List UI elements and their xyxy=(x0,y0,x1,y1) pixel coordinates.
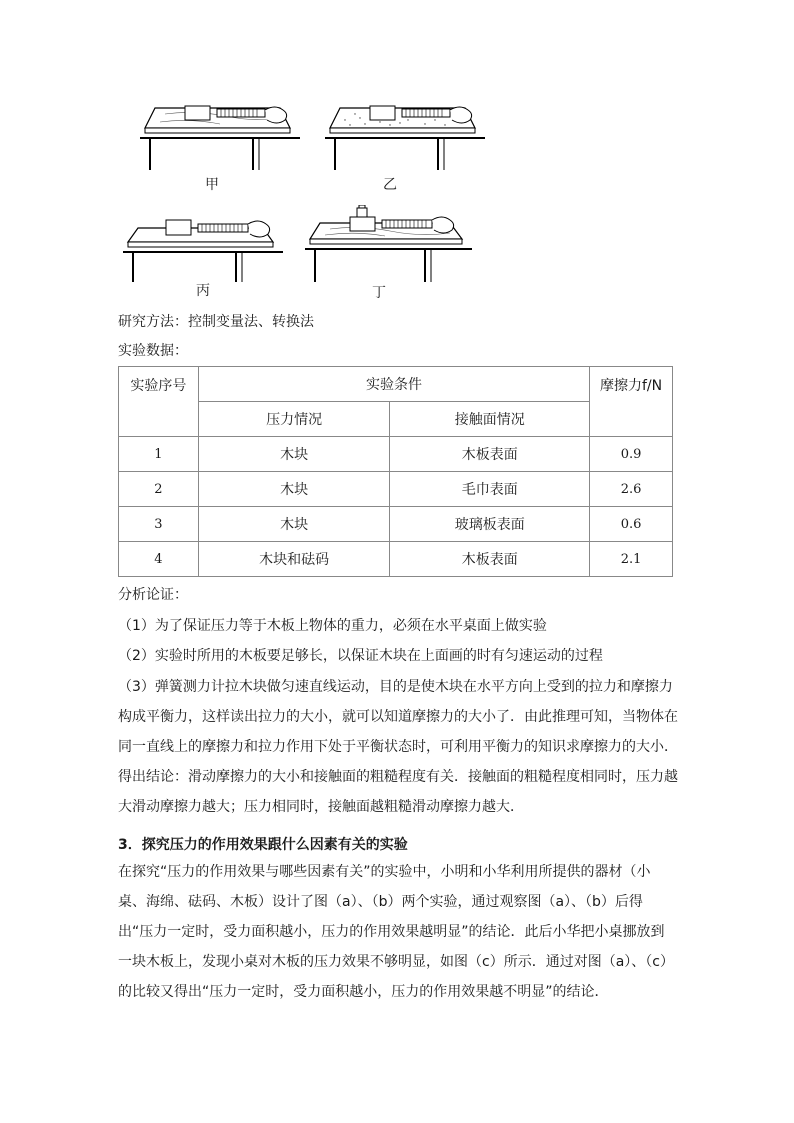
cell-force: 2.1 xyxy=(590,542,673,577)
data-title: 实验数据： xyxy=(118,343,188,359)
table-row xyxy=(119,472,673,507)
figure-ding xyxy=(300,205,480,285)
cell-pressure: 木块 xyxy=(198,472,390,507)
cell-no: 1 xyxy=(119,437,199,472)
cell-pressure: 木块和砝码 xyxy=(198,542,390,577)
cell-surface: 木板表面 xyxy=(390,542,590,577)
subheader-pressure: 压力情况 xyxy=(198,402,390,437)
header-seq: 实验序号 xyxy=(119,367,199,437)
analysis-point-2: （2）实验时所用的木板要足够长，以保证木块在上面画的时有匀速运动的过程 xyxy=(118,648,603,664)
figure-label-bing: 丙 xyxy=(196,283,210,299)
cell-no: 4 xyxy=(119,542,199,577)
figure-label-jia: 甲 xyxy=(205,177,219,193)
table-row xyxy=(119,542,673,577)
table-row xyxy=(119,507,673,542)
figure-jia xyxy=(135,98,305,173)
cell-surface: 木板表面 xyxy=(390,437,590,472)
cell-pressure: 木块 xyxy=(198,437,390,472)
subheader-surface: 接触面情况 xyxy=(390,402,590,437)
table-row xyxy=(119,437,673,472)
cell-no: 3 xyxy=(119,507,199,542)
figure-label-yi: 乙 xyxy=(383,177,397,193)
analysis-title: 分析论证： xyxy=(118,587,188,603)
analysis-point-3: （3）弹簧测力计拉木块做匀速直线运动，目的是使木块在水平方向上受到的拉力和摩擦力构成平衡力，这样读出拉力的大小，就可以知道摩擦力的大小了．由此推理可知，当物体在同一直线上的摩擦力和拉力作用下处于平衡状态时，可利用平衡力的知识求摩擦力的大小．得出结论：滑动摩擦力的大小和接触面的粗糙程度有关．接触面的粗糙程度相同时，压力越大滑动摩擦力越大；压力相同时，接触面越粗糙滑动摩擦力越大． xyxy=(118,679,678,815)
cell-pressure: 木块 xyxy=(198,507,390,542)
data-table xyxy=(118,366,673,577)
cell-force: 0.9 xyxy=(590,437,673,472)
section-3-body: 在探究“压力的作用效果与哪些因素有关”的实验中，小明和小华利用所提供的器材（小桌、海绵、砝码、木板）设计了图（a）、（b）两个实验，通过观察图（a）、（b）后得出“压力一定时，受力面积越小，压力的作用效果越明显”的结论．此后小华把小桌挪放到一块木板上，发现小桌对木板的压力效果不够明显，如图（c）所示．通过对图（a）、（c）的比较又得出“压力一定时，受力面积越小，压力的作用效果越不明显”的结论． xyxy=(118,864,674,1000)
figure-yi xyxy=(320,98,490,173)
figure-bing xyxy=(118,210,288,285)
cell-force: 2.6 xyxy=(590,472,673,507)
cell-force: 0.6 xyxy=(590,507,673,542)
section-3-title: 3．探究压力的作用效果跟什么因素有关的实验 xyxy=(118,837,408,853)
cell-surface: 毛巾表面 xyxy=(390,472,590,507)
figure-label-ding: 丁 xyxy=(372,285,386,301)
analysis-point-1: （1）为了保证压力等于木板上物体的重力，必须在水平桌面上做实验 xyxy=(118,618,547,634)
cell-surface: 玻璃板表面 xyxy=(390,507,590,542)
header-cond: 实验条件 xyxy=(198,367,589,402)
research-method: 研究方法：控制变量法、转换法 xyxy=(118,314,314,330)
cell-no: 2 xyxy=(119,472,199,507)
header-force: 摩擦力f/N xyxy=(590,367,673,437)
